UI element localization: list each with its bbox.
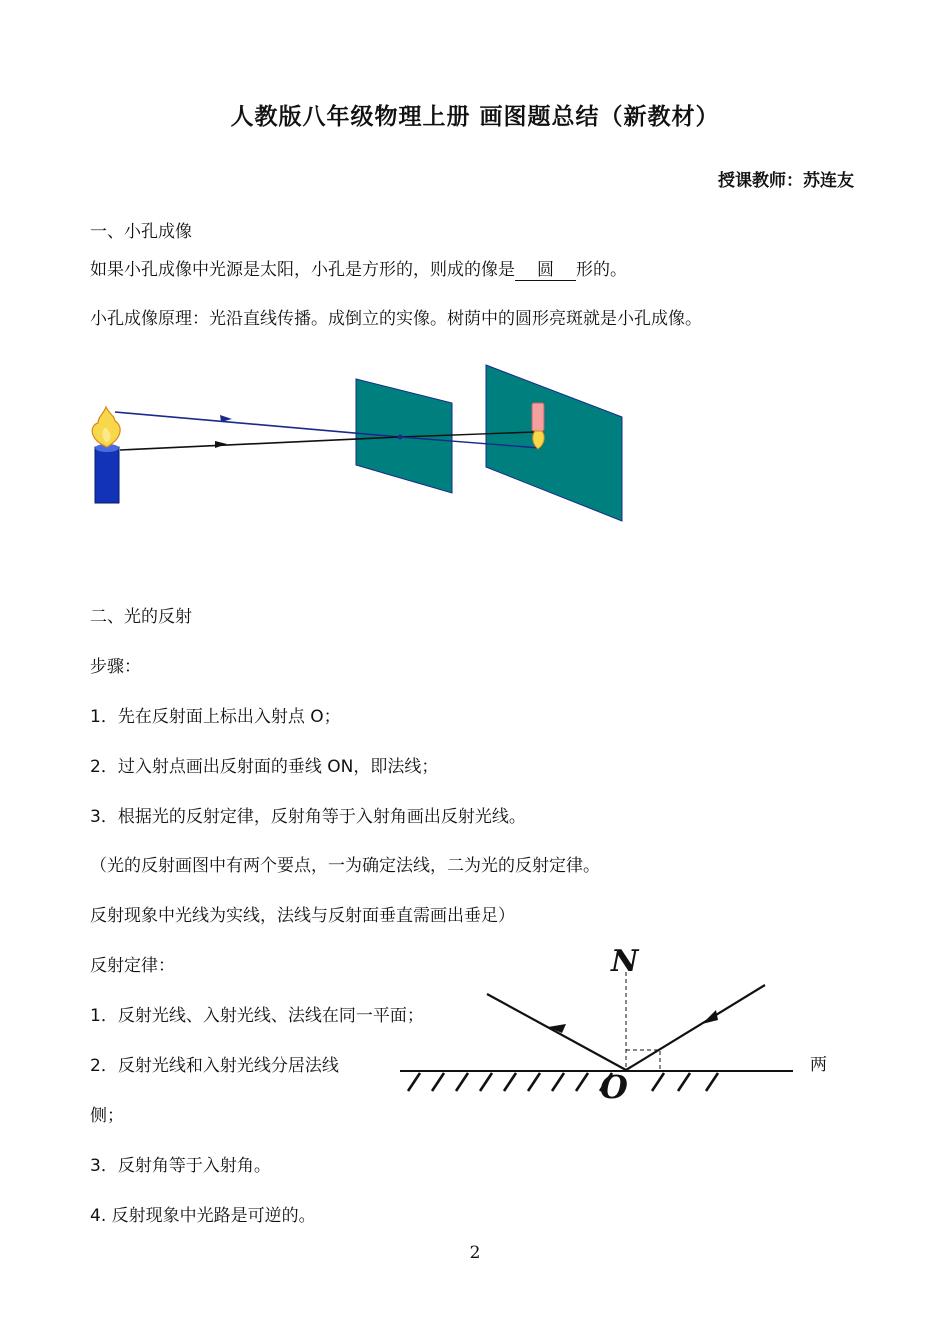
law-4: 4. 反射现象中光路是可逆的。: [90, 1206, 316, 1226]
teacher-line: 授课教师：苏连友: [718, 171, 854, 191]
reflection-diagram: [0, 940, 950, 1110]
note-line-2: 反射现象中光线为实线，法线与反射面垂直需画出垂足）: [90, 906, 515, 926]
law-2-end: 侧；: [90, 1106, 124, 1126]
candle-body: [95, 447, 119, 503]
law-2: 2．反射光线和入射光线分居法线: [90, 1056, 339, 1076]
normal-label: N: [611, 944, 639, 979]
answer-blank: 圆: [515, 260, 576, 281]
question-tail: 形的。: [576, 260, 627, 280]
law-1: 1．反射光线、入射光线、法线在同一平面；: [90, 1006, 424, 1026]
arrowhead-bottom: [215, 441, 227, 448]
pinhole-principle: 小孔成像原理：光沿直线传播。成倒立的实像。树荫中的圆形亮斑就是小孔成像。: [90, 309, 702, 329]
inverted-candle-image: [532, 403, 544, 431]
law-3: 3．反射角等于入射角。: [90, 1156, 271, 1176]
law-2-tail: 两: [810, 1055, 827, 1075]
steps-heading: 步骤：: [90, 657, 141, 677]
pinhole-question: [90, 255, 627, 281]
pinhole-diagram: [0, 355, 950, 555]
note-line-1: （光的反射画图中有两个要点，一为确定法线，二为光的反射定律。: [90, 856, 600, 876]
mirror-hatching: [408, 1073, 718, 1091]
reflected-ray: [487, 994, 626, 1070]
pinhole: [398, 435, 403, 440]
image-screen: [486, 365, 622, 521]
page-number: 2: [469, 1243, 481, 1263]
incident-arrowhead: [702, 1010, 718, 1024]
page-title: 人教版八年级物理上册 画图题总结（新教材）: [230, 104, 720, 130]
incident-ray: [626, 985, 765, 1070]
step-3: 3．根据光的反射定律，反射角等于入射角画出反射光线。: [90, 807, 526, 827]
point-label: O: [600, 1068, 628, 1106]
step-1: 1．先在反射面上标出入射点 O；: [90, 707, 341, 727]
step-2: 2．过入射点画出反射面的垂线 ON，即法线；: [90, 757, 439, 777]
law-heading: 反射定律：: [90, 956, 175, 976]
question-text: 如果小孔成像中光源是太阳，小孔是方形的，则成的像是: [90, 260, 515, 280]
section1-heading: 一、小孔成像: [90, 222, 192, 242]
section2-heading: 二、光的反射: [90, 607, 192, 627]
